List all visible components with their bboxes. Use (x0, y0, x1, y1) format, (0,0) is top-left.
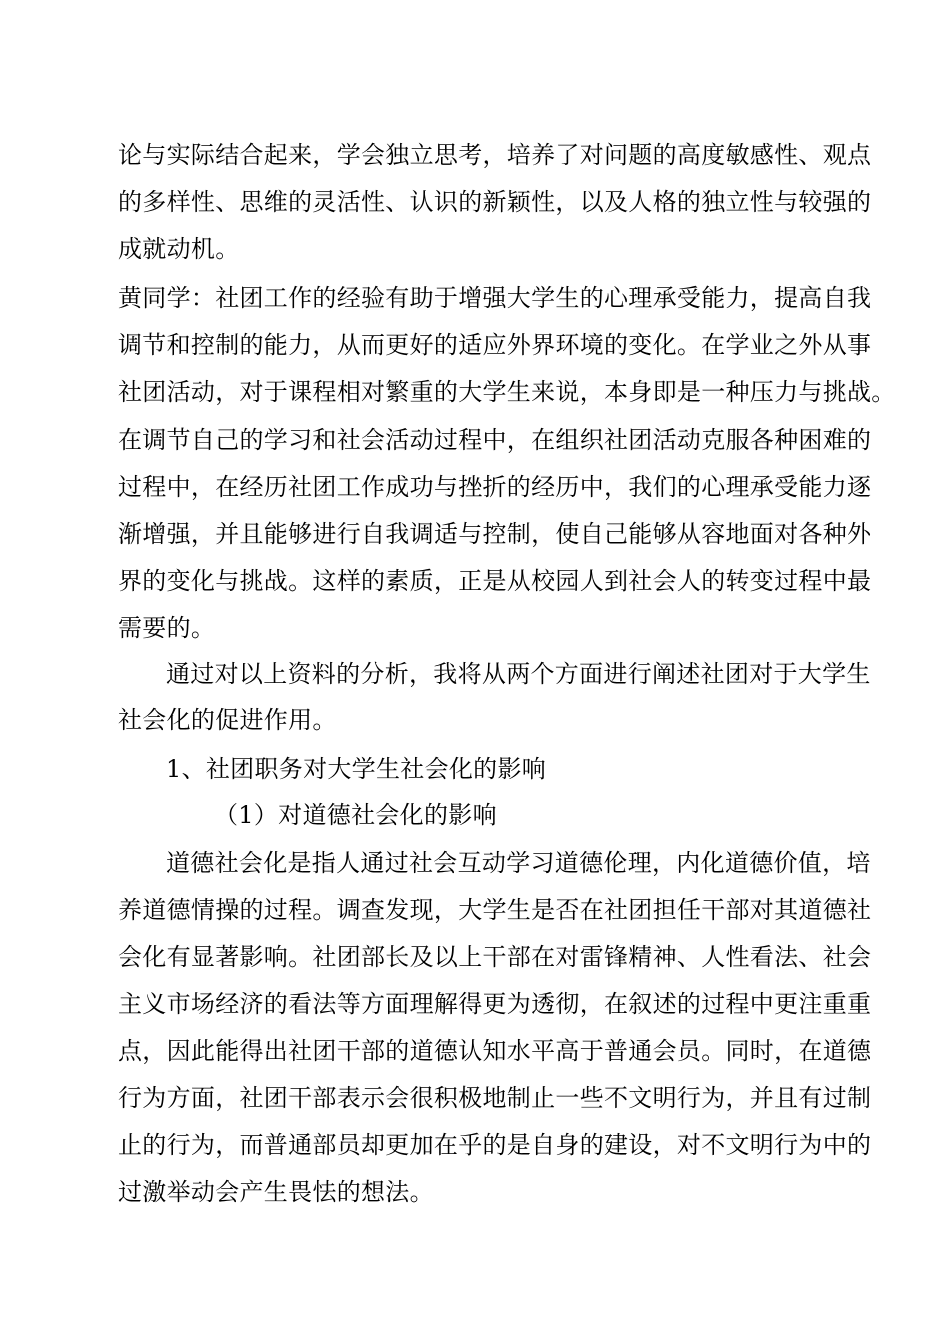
text-line: 需要的。 (118, 614, 216, 642)
text-line: 社会化的促进作用。 (118, 706, 337, 734)
section-heading: 1、社团职务对大学生社会化的影响 (166, 755, 547, 783)
text-line: 过激举动会产生畏怯的想法。 (118, 1178, 434, 1206)
text-line: 在调节自己的学习和社会活动过程中，在组织社团活动克服各种困难的 (118, 426, 872, 454)
text-line: 主义市场经济的看法等方面理解得更为透彻，在叙述的过程中更注重重 (118, 990, 872, 1018)
text-line: 论与实际结合起来，学会独立思考，培养了对问题的高度敏感性、观点 (118, 141, 872, 169)
text-line: 的多样性、思维的灵活性、认识的新颖性，以及人格的独立性与较强的 (118, 188, 872, 216)
text-line: 渐增强，并且能够进行自我调适与控制，使自己能够从容地面对各种外 (118, 520, 872, 548)
text-line: 通过对以上资料的分析，我将从两个方面进行阐述社团对于大学生 (166, 660, 871, 688)
text-line: 社团活动，对于课程相对繁重的大学生来说，本身即是一种压力与挑战。 (118, 378, 896, 406)
subsection-heading: （1）对道德社会化的影响 (214, 801, 497, 829)
text-line: 会化有显著影响。社团部长及以上干部在对雷锋精神、人性看法、社会 (118, 943, 872, 971)
text-line: 界的变化与挑战。这样的素质，正是从校园人到社会人的转变过程中最 (118, 567, 872, 595)
text-line: 行为方面，社团干部表示会很积极地制止一些不文明行为，并且有过制 (118, 1084, 872, 1112)
text-line: 调节和控制的能力，从而更好的适应外界环境的变化。在学业之外从事 (118, 331, 872, 359)
text-line: 过程中，在经历社团工作成功与挫折的经历中，我们的心理承受能力逐 (118, 473, 872, 501)
text-line: 养道德情操的过程。调查发现，大学生是否在社团担任干部对其道德社 (118, 896, 872, 924)
text-line: 点，因此能得出社团干部的道德认知水平高于普通会员。同时，在道德 (118, 1037, 872, 1065)
text-line: 成就动机。 (118, 235, 240, 263)
text-line: 道德社会化是指人通过社会互动学习道德伦理，内化道德价值，培 (166, 849, 871, 877)
text-line: 黄同学：社团工作的经验有助于增强大学生的心理承受能力，提高自我 (118, 284, 872, 312)
text-line: 止的行为，而普通部员却更加在乎的是自身的建设，对不文明行为中的 (118, 1131, 872, 1159)
